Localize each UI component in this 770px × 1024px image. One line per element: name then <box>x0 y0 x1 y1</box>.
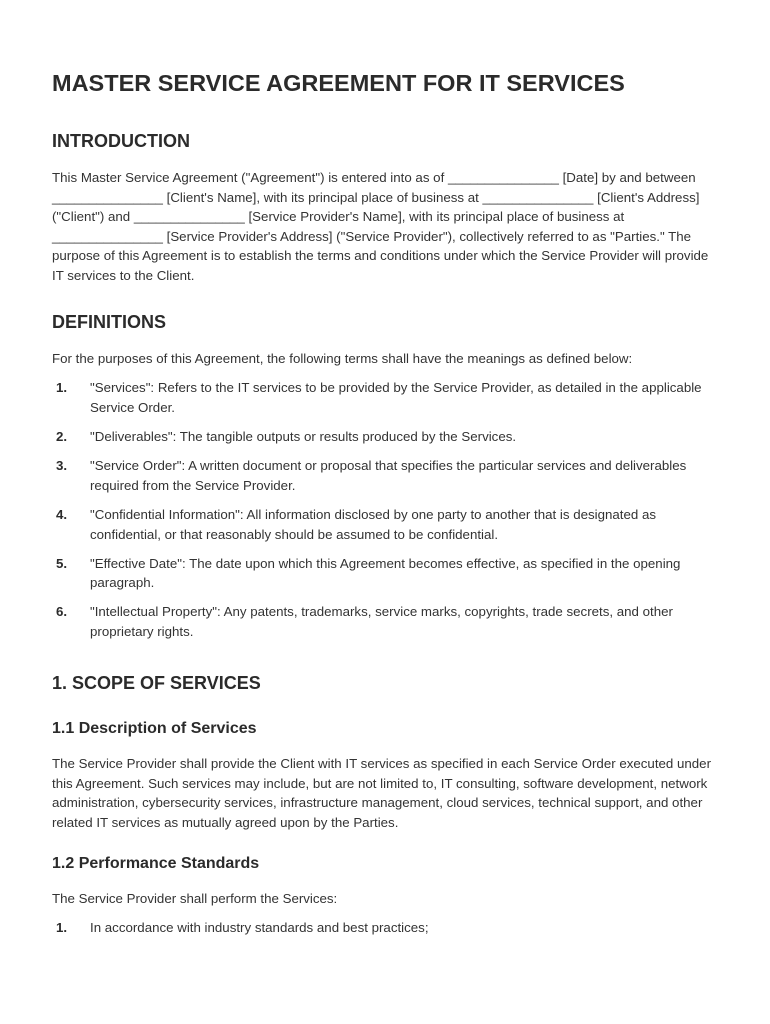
list-item-text: "Services": Refers to the IT services to be provided by the Service Provider, as detailed in the applicable Service Order. <box>90 380 702 415</box>
list-item-number: 6. <box>56 604 68 620</box>
definitions-section <box>52 312 718 642</box>
list-item <box>52 505 718 544</box>
definitions-list <box>52 378 718 642</box>
list-item-text: "Deliverables": The tangible outputs or results produced by the Services. <box>90 428 517 444</box>
performance-list <box>52 918 718 938</box>
list-item-number: 2. <box>56 428 68 444</box>
scope-heading: 1. SCOPE OF SERVICES <box>52 673 261 694</box>
list-item-number: 4. <box>56 506 68 522</box>
description-subheading: 1.1 Description of Services <box>52 720 257 738</box>
performance-intro: The Service Provider shall perform the Services: <box>52 890 338 906</box>
list-item <box>52 378 718 417</box>
introduction-section <box>52 131 718 286</box>
list-item <box>52 554 718 593</box>
scope-section <box>52 673 718 938</box>
list-item-text: "Confidential Information": All information disclosed by one party to another that is designated as confidential, or that reasonably should be assumed to be confidential. <box>90 506 657 542</box>
list-item <box>52 602 718 641</box>
list-item-text: "Intellectual Property": Any patents, trademarks, service marks, copyrights, trade secrets, and other proprietary rights. <box>90 604 673 640</box>
list-item-text: "Effective Date": The date upon which this Agreement becomes effective, as specified in the opening paragraph. <box>90 555 681 591</box>
description-body: The Service Provider shall provide the Client with IT services as specified in each Service Order executed under this Agreement. Such services may include, but are not limited to, IT consulting, software development, network administration, cybersecurity services, infrastructure management, cloud services, technical support, and other related IT services as mutually agreed upon by the Parties. <box>52 756 712 831</box>
list-item-text: "Service Order": A written document or proposal that specifies the particular services and deliverables required from the Service Provider. <box>90 458 687 493</box>
list-item <box>52 427 718 447</box>
list-item <box>52 918 718 938</box>
list-item-number: 3. <box>56 458 68 474</box>
list-item <box>52 456 718 495</box>
introduction-body: This Master Service Agreement ("Agreement") is entered into as of _______________ [Date] by and between _______________ [Client's Name], with its principal place of business at _______________ [Client's Address] ("Client") and _______________ [Service Provider's Name], with its principal place of business at _______________ [Service Provider's Address] ("Service Provider"), collectively referred to as "Parties." The purpose of this Agreement is to establish the terms and conditions under which the Service Provider will provide IT services to the Client. <box>52 170 709 283</box>
list-item-number: 1. <box>56 380 68 396</box>
introduction-heading: INTRODUCTION <box>52 131 190 151</box>
performance-subheading: 1.2 Performance Standards <box>52 854 260 872</box>
document-title: MASTER SERVICE AGREEMENT FOR IT SERVICES <box>52 70 625 96</box>
list-item-number: 1. <box>56 920 68 936</box>
definitions-intro: For the purposes of this Agreement, the following terms shall have the meanings as defined below: <box>52 350 633 366</box>
list-item-text: In accordance with industry standards and best practices; <box>90 920 429 936</box>
definitions-heading: DEFINITIONS <box>52 311 167 332</box>
list-item-number: 5. <box>56 555 68 571</box>
